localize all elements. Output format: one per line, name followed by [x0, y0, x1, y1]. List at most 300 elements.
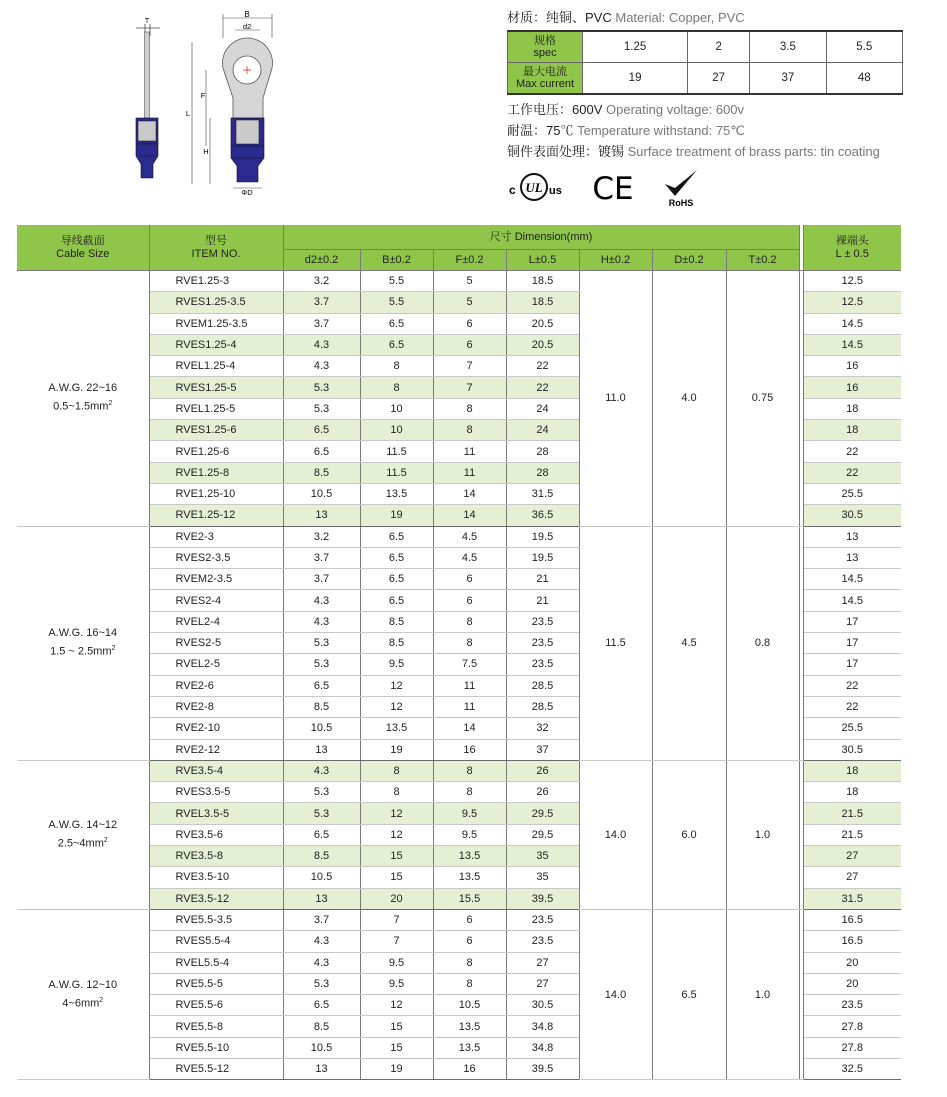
d-cell: 6.5 — [652, 909, 726, 1079]
item-no-cell: RVE3.5-6 — [149, 824, 283, 845]
b-cell: 20 — [360, 888, 433, 909]
t-cell: 1.0 — [726, 909, 799, 1079]
spec-cell: 3.5 — [750, 31, 826, 63]
f-cell: 16 — [433, 1058, 506, 1079]
l-cell: 28.5 — [506, 675, 579, 696]
item-no-cell: RVES2-4 — [149, 590, 283, 611]
item-no-cell: RVEL5.5-4 — [149, 952, 283, 973]
f-cell: 7 — [433, 377, 506, 398]
f-cell: 7.5 — [433, 654, 506, 675]
table-row — [17, 271, 901, 292]
f-cell: 9.5 — [433, 803, 506, 824]
item-no-cell: RVES2-5 — [149, 633, 283, 654]
cable-size-cell — [17, 909, 149, 1079]
b-cell: 11.5 — [360, 462, 433, 483]
f-cell: 6 — [433, 909, 506, 930]
material-en: Material: Copper, PVC — [615, 10, 745, 25]
f-cell: 6 — [433, 590, 506, 611]
bare-terminal-cell: 22 — [803, 696, 901, 717]
b-cell: 6.5 — [360, 590, 433, 611]
f-cell: 6 — [433, 569, 506, 590]
bare-terminal-cell: 16 — [803, 377, 901, 398]
l-cell: 22 — [506, 377, 579, 398]
spec-cell: 2 — [688, 31, 750, 63]
current-cell: 19 — [583, 63, 688, 95]
bare-terminal-cell: 17 — [803, 633, 901, 654]
current-cell: 37 — [750, 63, 826, 95]
f-cell: 4.5 — [433, 547, 506, 568]
header-b: B±0.2 — [360, 250, 433, 271]
svg-text:UL: UL — [525, 180, 543, 195]
b-cell: 15 — [360, 1016, 433, 1037]
bare-terminal-cell: 14.5 — [803, 313, 901, 334]
l-cell: 31.5 — [506, 483, 579, 504]
header-item-no: 型号 ITEM NO. — [149, 225, 283, 271]
item-no-cell: RVEL1.25-4 — [149, 356, 283, 377]
l-cell: 21 — [506, 569, 579, 590]
d2-cell: 4.3 — [283, 760, 360, 781]
d2-cell: 5.3 — [283, 633, 360, 654]
bare-terminal-cell: 12.5 — [803, 271, 901, 292]
l-cell: 27 — [506, 952, 579, 973]
item-no-cell: RVES5.5-4 — [149, 931, 283, 952]
header-dimension: 尺寸 Dimension(mm) — [283, 225, 799, 250]
terminal-drawing — [120, 6, 320, 196]
l-cell: 29.5 — [506, 824, 579, 845]
d2-cell: 5.3 — [283, 377, 360, 398]
material-cn: 材质：纯铜、PVC — [507, 10, 612, 25]
h-cell: 14.0 — [579, 760, 652, 909]
certifications — [507, 168, 903, 208]
l-cell: 18.5 — [506, 292, 579, 313]
svg-text:us: us — [549, 185, 562, 197]
bare-terminal-cell: 22 — [803, 441, 901, 462]
bare-terminal-cell: 13 — [803, 526, 901, 547]
spec-cell: 1.25 — [583, 31, 688, 63]
bare-terminal-cell: 25.5 — [803, 483, 901, 504]
item-no-cell: RVE5.5-6 — [149, 995, 283, 1016]
item-no-cell: RVE2-12 — [149, 739, 283, 760]
f-cell: 14 — [433, 718, 506, 739]
b-cell: 12 — [360, 696, 433, 717]
bare-terminal-cell: 18 — [803, 782, 901, 803]
l-cell: 22 — [506, 356, 579, 377]
d2-cell: 3.2 — [283, 271, 360, 292]
b-cell: 9.5 — [360, 973, 433, 994]
area-label: 1.5 ~ 2.5mm — [50, 646, 112, 659]
b-cell: 15 — [360, 1037, 433, 1058]
area-exponent: 2 — [103, 837, 108, 845]
bare-terminal-cell: 23.5 — [803, 995, 901, 1016]
bare-terminal-cell: 12.5 — [803, 292, 901, 313]
item-no-cell: RVE1.25-8 — [149, 462, 283, 483]
bare-terminal-cell: 27 — [803, 867, 901, 888]
b-cell: 19 — [360, 1058, 433, 1079]
bare-terminal-cell: 30.5 — [803, 505, 901, 526]
l-cell: 36.5 — [506, 505, 579, 526]
f-cell: 6 — [433, 313, 506, 334]
table-row — [17, 909, 901, 930]
f-cell: 8 — [433, 398, 506, 419]
item-no-cell: RVE2-10 — [149, 718, 283, 739]
b-cell: 6.5 — [360, 313, 433, 334]
d2-cell: 6.5 — [283, 995, 360, 1016]
svg-text:CE: CE — [592, 171, 634, 204]
b-cell: 6.5 — [360, 526, 433, 547]
l-cell: 23.5 — [506, 611, 579, 632]
current-row-label: 最大电流 Max current — [508, 63, 583, 95]
f-cell: 5 — [433, 292, 506, 313]
area-label: 4~6mm — [62, 997, 100, 1010]
item-no-cell: RVE5.5-8 — [149, 1016, 283, 1037]
d2-cell: 3.7 — [283, 292, 360, 313]
bare-terminal-cell: 20 — [803, 952, 901, 973]
spec-row-label: 规格 spec — [508, 31, 583, 63]
voltage-line: 工作电压：600V Operating voltage: 600v — [507, 102, 745, 117]
dim-label-b: B — [244, 10, 250, 19]
bare-terminal-cell: 14.5 — [803, 569, 901, 590]
bare-terminal-cell: 31.5 — [803, 888, 901, 909]
awg-label: A.W.G. 22~16 — [48, 382, 118, 395]
f-cell: 6 — [433, 334, 506, 355]
bare-terminal-cell: 16.5 — [803, 931, 901, 952]
b-cell: 5.5 — [360, 271, 433, 292]
t-cell: 1.0 — [726, 760, 799, 909]
item-no-cell: RVE1.25-6 — [149, 441, 283, 462]
item-no-cell: RVE2-6 — [149, 675, 283, 696]
f-cell: 9.5 — [433, 824, 506, 845]
l-cell: 39.5 — [506, 888, 579, 909]
bare-terminal-cell: 25.5 — [803, 718, 901, 739]
l-cell: 28 — [506, 441, 579, 462]
dim-label-f: F — [200, 91, 206, 100]
area-label: 2.5~4mm — [57, 837, 104, 850]
d2-cell: 3.7 — [283, 909, 360, 930]
b-cell: 9.5 — [360, 654, 433, 675]
b-cell: 8 — [360, 782, 433, 803]
l-cell: 35 — [506, 867, 579, 888]
d2-cell: 8.5 — [283, 462, 360, 483]
b-cell: 13.5 — [360, 483, 433, 504]
b-cell: 8 — [360, 356, 433, 377]
b-cell: 13.5 — [360, 718, 433, 739]
item-no-cell: RVE5.5-12 — [149, 1058, 283, 1079]
item-no-cell: RVE3.5-4 — [149, 760, 283, 781]
b-cell: 6.5 — [360, 334, 433, 355]
d2-cell: 4.3 — [283, 356, 360, 377]
header-t: T±0.2 — [726, 250, 799, 271]
l-cell: 20.5 — [506, 313, 579, 334]
header-bare-terminal: 裸端头 L ± 0.5 — [803, 225, 901, 271]
d2-cell: 10.5 — [283, 483, 360, 504]
b-cell: 12 — [360, 675, 433, 696]
b-cell: 12 — [360, 803, 433, 824]
d2-cell: 4.3 — [283, 952, 360, 973]
bare-terminal-cell: 18 — [803, 760, 901, 781]
b-cell: 12 — [360, 995, 433, 1016]
bare-terminal-cell: 21.5 — [803, 824, 901, 845]
d2-cell: 4.3 — [283, 931, 360, 952]
d2-cell: 8.5 — [283, 846, 360, 867]
f-cell: 8 — [433, 952, 506, 973]
f-cell: 8 — [433, 611, 506, 632]
surface-line: 铜件表面处理：镀锡 Surface treatment of brass parts: tin coating — [507, 144, 880, 159]
bare-terminal-cell: 32.5 — [803, 1058, 901, 1079]
d2-cell: 3.7 — [283, 313, 360, 334]
f-cell: 7 — [433, 356, 506, 377]
d2-cell: 4.3 — [283, 611, 360, 632]
l-cell: 24 — [506, 398, 579, 419]
item-no-cell: RVE1.25-12 — [149, 505, 283, 526]
spec-table — [507, 30, 903, 95]
d2-cell: 8.5 — [283, 696, 360, 717]
d2-cell: 3.2 — [283, 526, 360, 547]
bare-terminal-cell: 20 — [803, 973, 901, 994]
rohs-logo — [659, 168, 703, 208]
item-no-cell: RVE3.5-8 — [149, 846, 283, 867]
l-cell: 27 — [506, 973, 579, 994]
b-cell: 8 — [360, 377, 433, 398]
bare-terminal-cell: 13 — [803, 547, 901, 568]
bare-terminal-cell: 27.8 — [803, 1016, 901, 1037]
item-no-cell: RVE2-3 — [149, 526, 283, 547]
d2-cell: 10.5 — [283, 1037, 360, 1058]
d2-cell: 5.3 — [283, 782, 360, 803]
bare-terminal-cell: 22 — [803, 675, 901, 696]
l-cell: 18.5 — [506, 271, 579, 292]
f-cell: 10.5 — [433, 995, 506, 1016]
area-exponent: 2 — [111, 645, 116, 653]
l-cell: 19.5 — [506, 547, 579, 568]
item-no-cell: RVES1.25-6 — [149, 420, 283, 441]
d2-cell: 6.5 — [283, 420, 360, 441]
awg-label: A.W.G. 16~14 — [48, 627, 118, 640]
d2-cell: 5.3 — [283, 398, 360, 419]
item-no-cell: RVE3.5-10 — [149, 867, 283, 888]
b-cell: 8 — [360, 760, 433, 781]
bare-terminal-cell: 27.8 — [803, 1037, 901, 1058]
bare-terminal-cell: 17 — [803, 611, 901, 632]
d2-cell: 4.3 — [283, 334, 360, 355]
f-cell: 13.5 — [433, 1037, 506, 1058]
cable-size-cell — [17, 760, 149, 909]
b-cell: 6.5 — [360, 547, 433, 568]
item-no-cell: RVES3.5-5 — [149, 782, 283, 803]
d2-cell: 5.3 — [283, 803, 360, 824]
b-cell: 11.5 — [360, 441, 433, 462]
f-cell: 11 — [433, 462, 506, 483]
b-cell: 7 — [360, 931, 433, 952]
item-no-cell: RVEL3.5-5 — [149, 803, 283, 824]
bare-terminal-cell: 14.5 — [803, 334, 901, 355]
f-cell: 14 — [433, 483, 506, 504]
l-cell: 23.5 — [506, 909, 579, 930]
item-no-cell: RVEL1.25-5 — [149, 398, 283, 419]
ul-logo — [507, 170, 567, 204]
l-cell: 39.5 — [506, 1058, 579, 1079]
d-cell: 4.0 — [652, 271, 726, 527]
d2-cell: 4.3 — [283, 590, 360, 611]
header-l: L±0.5 — [506, 250, 579, 271]
l-cell: 28 — [506, 462, 579, 483]
side-view — [136, 18, 160, 178]
d2-cell: 3.7 — [283, 569, 360, 590]
h-cell: 11.5 — [579, 526, 652, 760]
f-cell: 15.5 — [433, 888, 506, 909]
l-cell: 23.5 — [506, 931, 579, 952]
l-cell: 32 — [506, 718, 579, 739]
b-cell: 8.5 — [360, 611, 433, 632]
b-cell: 5.5 — [360, 292, 433, 313]
cable-size-cell — [17, 271, 149, 527]
dimension-table — [17, 225, 901, 1080]
area-exponent: 2 — [99, 996, 104, 1004]
table-body — [17, 271, 901, 1080]
d2-cell: 13 — [283, 888, 360, 909]
f-cell: 13.5 — [433, 1016, 506, 1037]
b-cell: 10 — [360, 398, 433, 419]
d2-cell: 13 — [283, 739, 360, 760]
bare-terminal-cell: 21.5 — [803, 803, 901, 824]
area-exponent: 2 — [108, 400, 113, 408]
l-cell: 34.8 — [506, 1037, 579, 1058]
front-view — [186, 10, 273, 196]
f-cell: 6 — [433, 931, 506, 952]
item-no-cell: RVEM2-3.5 — [149, 569, 283, 590]
item-no-cell: RVEL2-5 — [149, 654, 283, 675]
d2-cell: 10.5 — [283, 867, 360, 888]
item-no-cell: RVEL2-4 — [149, 611, 283, 632]
dim-label-phid: ΦD — [241, 188, 253, 196]
b-cell: 12 — [360, 824, 433, 845]
f-cell: 13.5 — [433, 867, 506, 888]
h-cell: 11.0 — [579, 271, 652, 527]
dim-label-h: H — [203, 147, 209, 156]
d2-cell: 5.3 — [283, 654, 360, 675]
awg-label: A.W.G. 12~10 — [48, 978, 118, 991]
b-cell: 9.5 — [360, 952, 433, 973]
l-cell: 20.5 — [506, 334, 579, 355]
header-f: F±0.2 — [433, 250, 506, 271]
d2-cell: 6.5 — [283, 824, 360, 845]
current-cell: 48 — [826, 63, 902, 95]
dim-label-l: L — [185, 109, 191, 118]
f-cell: 8 — [433, 633, 506, 654]
f-cell: 11 — [433, 675, 506, 696]
current-cell: 27 — [688, 63, 750, 95]
f-cell: 8 — [433, 782, 506, 803]
table-row — [17, 526, 901, 547]
l-cell: 24 — [506, 420, 579, 441]
b-cell: 8.5 — [360, 633, 433, 654]
item-no-cell: RVE1.25-10 — [149, 483, 283, 504]
bare-terminal-cell: 30.5 — [803, 739, 901, 760]
b-cell: 15 — [360, 846, 433, 867]
temperature-line: 耐温：75℃ Temperature withstand: 75℃ — [507, 123, 745, 138]
spec-cell: 5.5 — [826, 31, 902, 63]
l-cell: 26 — [506, 760, 579, 781]
bare-terminal-cell: 18 — [803, 420, 901, 441]
f-cell: 11 — [433, 441, 506, 462]
h-cell: 14.0 — [579, 909, 652, 1079]
svg-text:RoHS: RoHS — [668, 198, 694, 208]
item-no-cell: RVES1.25-3.5 — [149, 292, 283, 313]
l-cell: 35 — [506, 846, 579, 867]
bare-terminal-cell: 18 — [803, 398, 901, 419]
f-cell: 14 — [433, 505, 506, 526]
t-cell: 0.8 — [726, 526, 799, 760]
svg-text:c: c — [509, 183, 516, 197]
spec-area — [507, 8, 903, 208]
l-cell: 26 — [506, 782, 579, 803]
item-no-cell: RVE2-8 — [149, 696, 283, 717]
d-cell: 4.5 — [652, 526, 726, 760]
l-cell: 29.5 — [506, 803, 579, 824]
f-cell: 4.5 — [433, 526, 506, 547]
bare-terminal-cell: 16.5 — [803, 909, 901, 930]
ce-logo — [591, 170, 635, 204]
table-row — [17, 760, 901, 781]
header-h: H±0.2 — [579, 250, 652, 271]
item-no-cell: RVE5.5-10 — [149, 1037, 283, 1058]
f-cell: 8 — [433, 420, 506, 441]
f-cell: 8 — [433, 760, 506, 781]
d2-cell: 6.5 — [283, 675, 360, 696]
b-cell: 15 — [360, 867, 433, 888]
l-cell: 19.5 — [506, 526, 579, 547]
d2-cell: 8.5 — [283, 1016, 360, 1037]
header-cable-size: 导线截面 Cable Size — [17, 225, 149, 271]
f-cell: 13.5 — [433, 846, 506, 867]
bare-terminal-cell: 22 — [803, 462, 901, 483]
d2-cell: 10.5 — [283, 718, 360, 739]
dim-label-d2: d2 — [242, 22, 252, 31]
f-cell: 11 — [433, 696, 506, 717]
item-no-cell: RVE5.5-3.5 — [149, 909, 283, 930]
d2-cell: 5.3 — [283, 973, 360, 994]
bare-terminal-cell: 17 — [803, 654, 901, 675]
d2-cell: 3.7 — [283, 547, 360, 568]
l-cell: 34.8 — [506, 1016, 579, 1037]
l-cell: 37 — [506, 739, 579, 760]
f-cell: 5 — [433, 271, 506, 292]
item-no-cell: RVE1.25-3 — [149, 271, 283, 292]
dim-label-t: T — [144, 18, 150, 25]
header-d2: d2±0.2 — [283, 250, 360, 271]
d2-cell: 6.5 — [283, 441, 360, 462]
l-cell: 21 — [506, 590, 579, 611]
b-cell: 19 — [360, 505, 433, 526]
item-no-cell: RVE3.5-12 — [149, 888, 283, 909]
l-cell: 23.5 — [506, 633, 579, 654]
header-d: D±0.2 — [652, 250, 726, 271]
f-cell: 8 — [433, 973, 506, 994]
item-no-cell: RVES1.25-5 — [149, 377, 283, 398]
f-cell: 16 — [433, 739, 506, 760]
awg-label: A.W.G. 14~12 — [48, 819, 118, 832]
material-line — [507, 8, 903, 28]
b-cell: 19 — [360, 739, 433, 760]
item-no-cell: RVES2-3.5 — [149, 547, 283, 568]
item-no-cell: RVEM1.25-3.5 — [149, 313, 283, 334]
item-no-cell: RVES1.25-4 — [149, 334, 283, 355]
b-cell: 7 — [360, 909, 433, 930]
l-cell: 23.5 — [506, 654, 579, 675]
cable-size-cell — [17, 526, 149, 760]
t-cell: 0.75 — [726, 271, 799, 527]
item-no-cell: RVE5.5-5 — [149, 973, 283, 994]
l-cell: 30.5 — [506, 995, 579, 1016]
